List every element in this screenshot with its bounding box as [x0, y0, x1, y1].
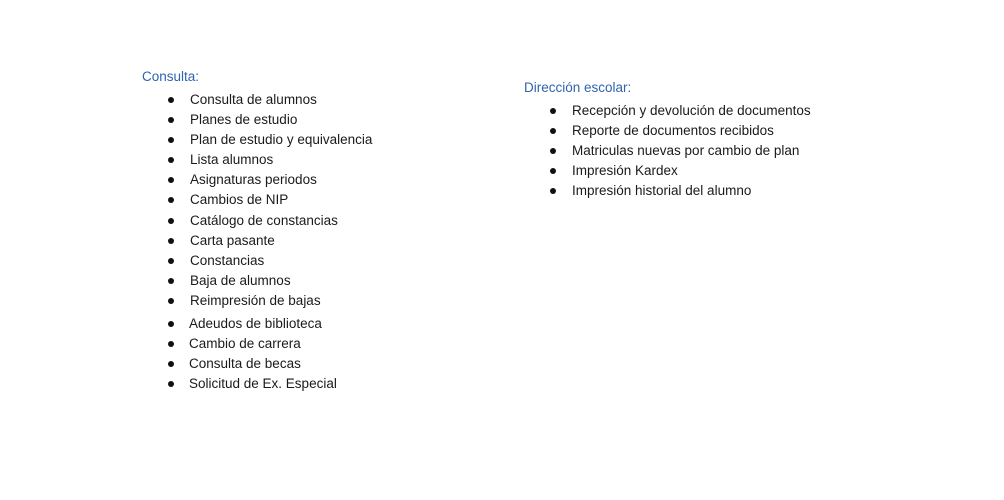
list-item	[524, 101, 811, 121]
list-item-label: Carta pasante	[190, 232, 275, 248]
bullet-icon	[550, 168, 556, 174]
list-item	[142, 314, 372, 334]
list-item-label: Reimpresión de bajas	[190, 292, 321, 308]
bullet-icon	[168, 341, 174, 347]
list-item-label: Baja de alumnos	[190, 272, 291, 288]
list-item	[142, 90, 372, 110]
bullet-icon	[168, 177, 174, 183]
bullet-icon	[168, 381, 174, 387]
list-item	[142, 291, 372, 311]
list-item-label: Impresión Kardex	[572, 163, 678, 179]
list-item-label: Recepción y devolución de documentos	[572, 103, 811, 118]
list-item-label: Constancias	[190, 252, 265, 268]
list-item-label: Adeudos de biblioteca	[189, 316, 322, 332]
list-item	[142, 271, 372, 291]
bullet-icon	[168, 218, 174, 224]
list-item	[142, 231, 372, 251]
list-item	[142, 130, 372, 150]
bullet-icon	[168, 298, 174, 304]
list-item-label: Asignaturas periodos	[190, 172, 317, 188]
list-item	[142, 251, 372, 271]
list-item	[524, 121, 811, 141]
bullet-icon	[168, 361, 174, 367]
list-item-label: Consulta de becas	[189, 356, 301, 372]
bullet-icon	[550, 148, 556, 154]
list-item	[524, 161, 811, 181]
list-item-label: Catálogo de constancias	[190, 212, 338, 228]
list-item	[142, 110, 372, 130]
bullet-icon	[168, 197, 174, 203]
list-item-label: Impresión historial del alumno	[572, 183, 752, 199]
list-item	[142, 211, 372, 231]
list-item	[142, 334, 372, 354]
list-item	[142, 170, 372, 190]
bullet-icon	[168, 157, 174, 163]
list-item-label: Plan de estudio y equivalencia	[190, 132, 373, 148]
consulta-section	[142, 68, 372, 394]
list-item	[524, 181, 811, 201]
bullet-icon	[168, 137, 174, 143]
list-item	[142, 374, 372, 394]
bullet-icon	[168, 238, 174, 244]
list-item-label: Reporte de documentos recibidos	[572, 123, 774, 139]
direccion-escolar-section	[524, 79, 811, 201]
list-item	[142, 190, 372, 210]
list-item-label: Planes de estudio	[190, 112, 298, 128]
bullet-icon	[168, 117, 174, 123]
list-item-label: Solicitud de Ex. Especial	[189, 376, 337, 392]
direccion-escolar-heading: Dirección escolar:	[524, 80, 632, 95]
list-item-label: Matriculas nuevas por cambio de plan	[572, 143, 800, 159]
list-item-label: Consulta de alumnos	[190, 92, 317, 107]
list-item-label: Lista alumnos	[190, 152, 274, 168]
list-item-label: Cambio de carrera	[189, 336, 301, 352]
list-item-label: Cambios de NIP	[190, 192, 289, 208]
list-item	[142, 354, 372, 374]
list-item	[524, 141, 811, 161]
bullet-icon	[168, 278, 174, 284]
consulta-heading: Consulta:	[142, 69, 200, 84]
consulta-list	[142, 90, 372, 394]
bullet-icon	[168, 258, 174, 264]
bullet-icon	[168, 97, 174, 103]
bullet-icon	[168, 321, 174, 327]
direccion-escolar-list	[524, 101, 811, 201]
list-item	[142, 150, 372, 170]
bullet-icon	[550, 128, 556, 134]
bullet-icon	[550, 188, 556, 194]
bullet-icon	[550, 108, 556, 114]
